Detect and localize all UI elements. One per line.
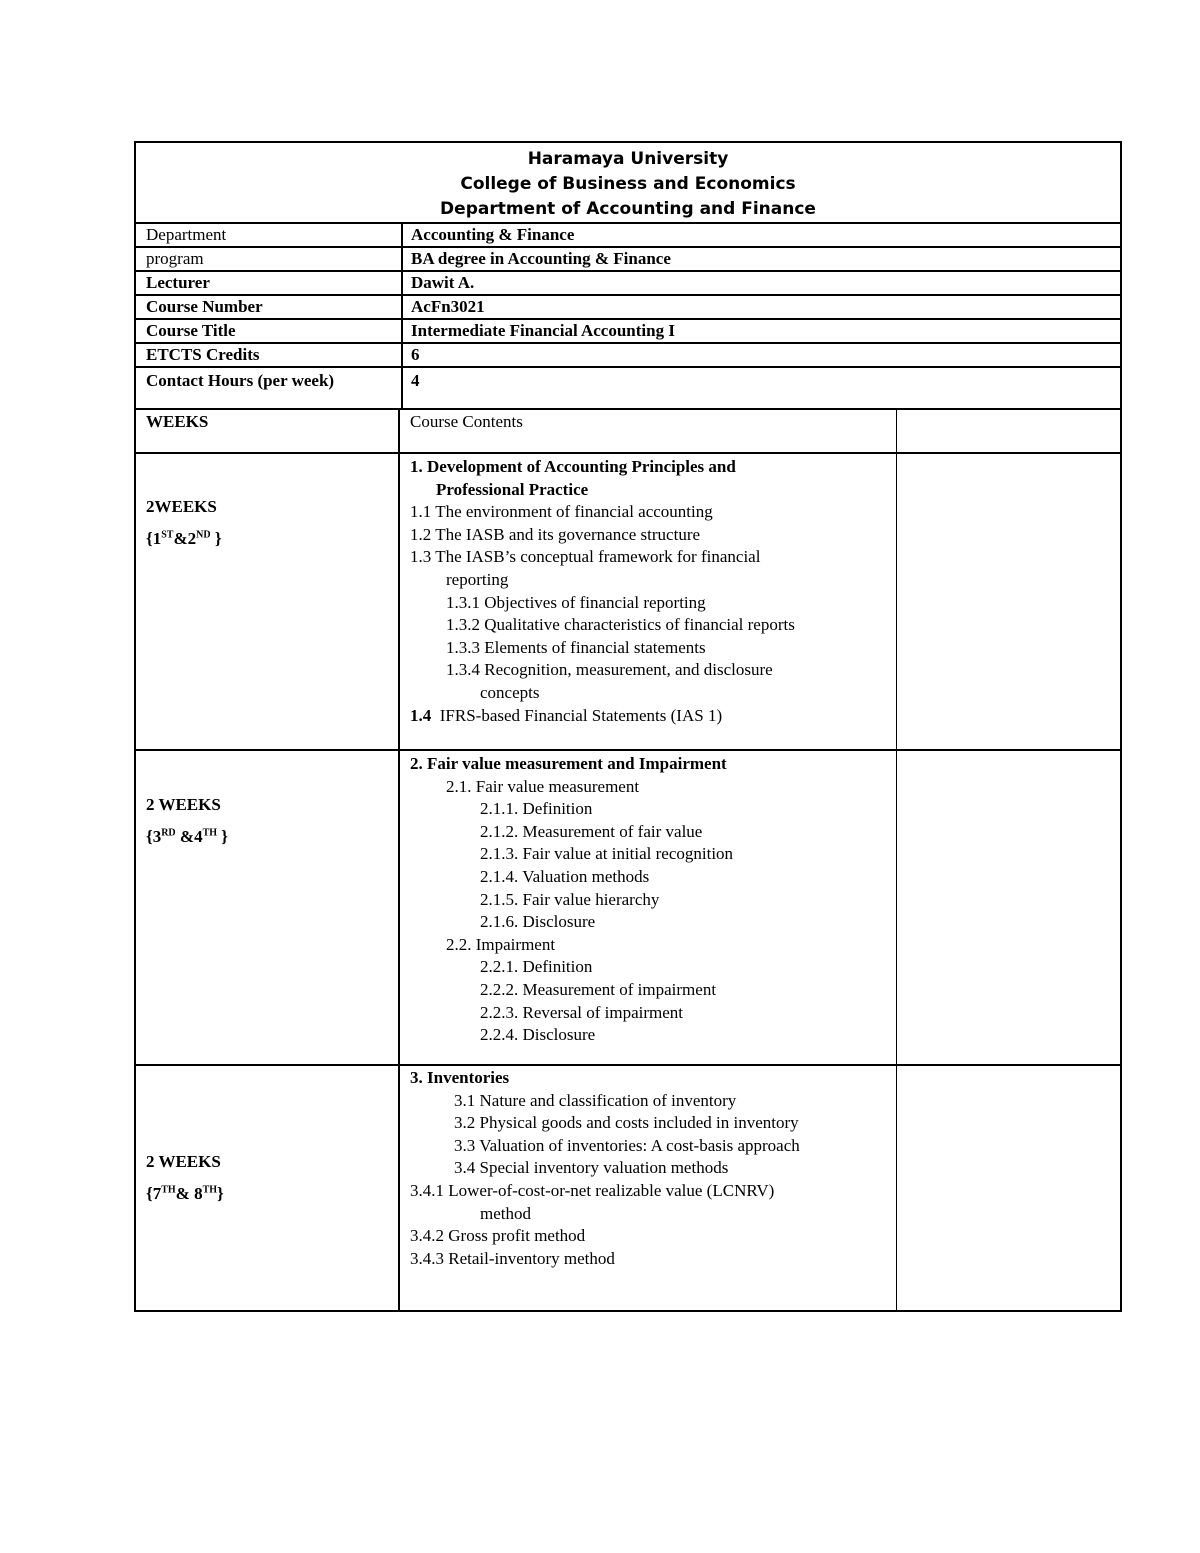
content-line: 3.2 Physical goods and costs included in inventory <box>454 1113 799 1133</box>
info-value: Dawit A. <box>411 273 475 292</box>
content-line: 1.3.4 Recognition, measurement, and disclosure <box>446 660 773 680</box>
info-row-course-number <box>136 294 1120 318</box>
content-line: 3.4.3 Retail-inventory method <box>410 1248 615 1268</box>
info-value: BA degree in Accounting & Finance <box>411 249 671 268</box>
weeks-range: {1ST&2ND } <box>146 529 222 548</box>
empty-cell <box>897 751 1120 1064</box>
content-line: 2.2.2. Measurement of impairment <box>480 979 717 999</box>
info-label: Contact Hours (per week) <box>136 368 403 408</box>
section-row <box>136 452 1120 749</box>
section-contents <box>400 751 897 1064</box>
section-row <box>136 749 1120 1064</box>
info-row-course-title <box>136 318 1120 342</box>
info-label: Department <box>136 224 403 246</box>
info-value: 6 <box>411 345 420 364</box>
section-contents <box>400 454 897 749</box>
weeks-label: 2WEEKS <box>146 497 217 516</box>
content-line: 2.1. Fair value measurement <box>446 776 640 796</box>
university-name: Haramaya University <box>527 149 729 169</box>
content-line: 3. Inventories <box>410 1068 510 1087</box>
info-label: Course Number <box>136 296 403 318</box>
info-value: Intermediate Financial Accounting I <box>411 321 675 340</box>
content-line: 3.3 Valuation of inventories: A cost-basis approach <box>454 1135 800 1155</box>
content-line: 2.1.5. Fair value hierarchy <box>480 889 660 909</box>
section-contents <box>400 1066 897 1310</box>
content-line: reporting <box>446 569 509 589</box>
content-line: 1.3.2 Qualitative characteristics of financial reports <box>446 615 795 635</box>
college-name: College of Business and Economics <box>460 174 796 194</box>
content-line: 2. Fair value measurement and Impairment <box>410 754 727 773</box>
content-line: 2.1.3. Fair value at initial recognition <box>480 844 734 864</box>
info-label: Course Title <box>136 320 403 342</box>
info-row-contact-hours <box>136 366 1120 408</box>
empty-cell <box>897 1066 1120 1310</box>
content-line: 2.2.1. Definition <box>480 957 593 977</box>
empty-cell <box>897 410 1120 452</box>
info-label: Lecturer <box>136 272 403 294</box>
info-value: 4 <box>411 371 420 390</box>
info-row-program <box>136 246 1120 270</box>
content-line: 2.1.2. Measurement of fair value <box>480 821 703 841</box>
info-value: Accounting & Finance <box>411 225 575 244</box>
content-line: 2.2.4. Disclosure <box>480 1025 596 1045</box>
content-line: method <box>480 1203 531 1223</box>
content-line: 2.1.4. Valuation methods <box>480 866 650 886</box>
content-line: 1.3 The IASB’s conceptual framework for financial <box>410 547 761 567</box>
weeks-label: 2 WEEKS <box>146 1152 221 1171</box>
weeks-range: {7TH& 8TH} <box>146 1184 224 1203</box>
content-line: 2.2.3. Reversal of impairment <box>480 1002 684 1022</box>
empty-cell <box>897 454 1120 749</box>
content-line: 1. Development of Accounting Principles and <box>410 457 736 476</box>
content-line: concepts <box>480 682 540 702</box>
content-line: 3.4.1 Lower-of-cost-or-net realizable value (LCNRV) <box>410 1180 775 1200</box>
content-line: Professional Practice <box>436 479 589 499</box>
content-line: 2.1.6. Disclosure <box>480 912 596 932</box>
weeks-column-header: WEEKS <box>146 412 209 431</box>
section-row <box>136 1064 1120 1310</box>
course-outline-document <box>134 141 1122 1312</box>
content-line: 1.4 IFRS-based Financial Statements (IAS 1) <box>410 705 723 725</box>
course-contents-table <box>134 408 1122 1312</box>
content-line: 3.4 Special inventory valuation methods <box>454 1158 729 1178</box>
weeks-label: 2 WEEKS <box>146 795 221 814</box>
info-row-credits <box>136 342 1120 366</box>
content-line: 2.1.1. Definition <box>480 799 593 819</box>
weeks-range: {3RD &4TH } <box>146 827 228 846</box>
content-line: 1.1 The environment of financial accounting <box>410 502 713 522</box>
course-info-table <box>134 222 1122 408</box>
content-line: 1.3.1 Objectives of financial reporting <box>446 592 706 612</box>
department-title: Department of Accounting and Finance <box>440 199 816 219</box>
contents-header-row <box>136 410 1120 452</box>
info-value: AcFn3021 <box>411 297 485 316</box>
info-row-department <box>136 222 1120 246</box>
content-line: 2.2. Impairment <box>446 934 556 954</box>
contents-column-header: Course Contents <box>410 412 523 431</box>
content-line: 1.3.3 Elements of financial statements <box>446 637 706 657</box>
document-header <box>134 141 1122 222</box>
content-line: 3.4.2 Gross profit method <box>410 1226 586 1246</box>
content-line: 1.2 The IASB and its governance structure <box>410 524 701 544</box>
info-label: program <box>136 248 403 270</box>
content-line: 3.1 Nature and classification of inventory <box>454 1090 737 1110</box>
info-label: ETCTS Credits <box>136 344 403 366</box>
info-row-lecturer <box>136 270 1120 294</box>
